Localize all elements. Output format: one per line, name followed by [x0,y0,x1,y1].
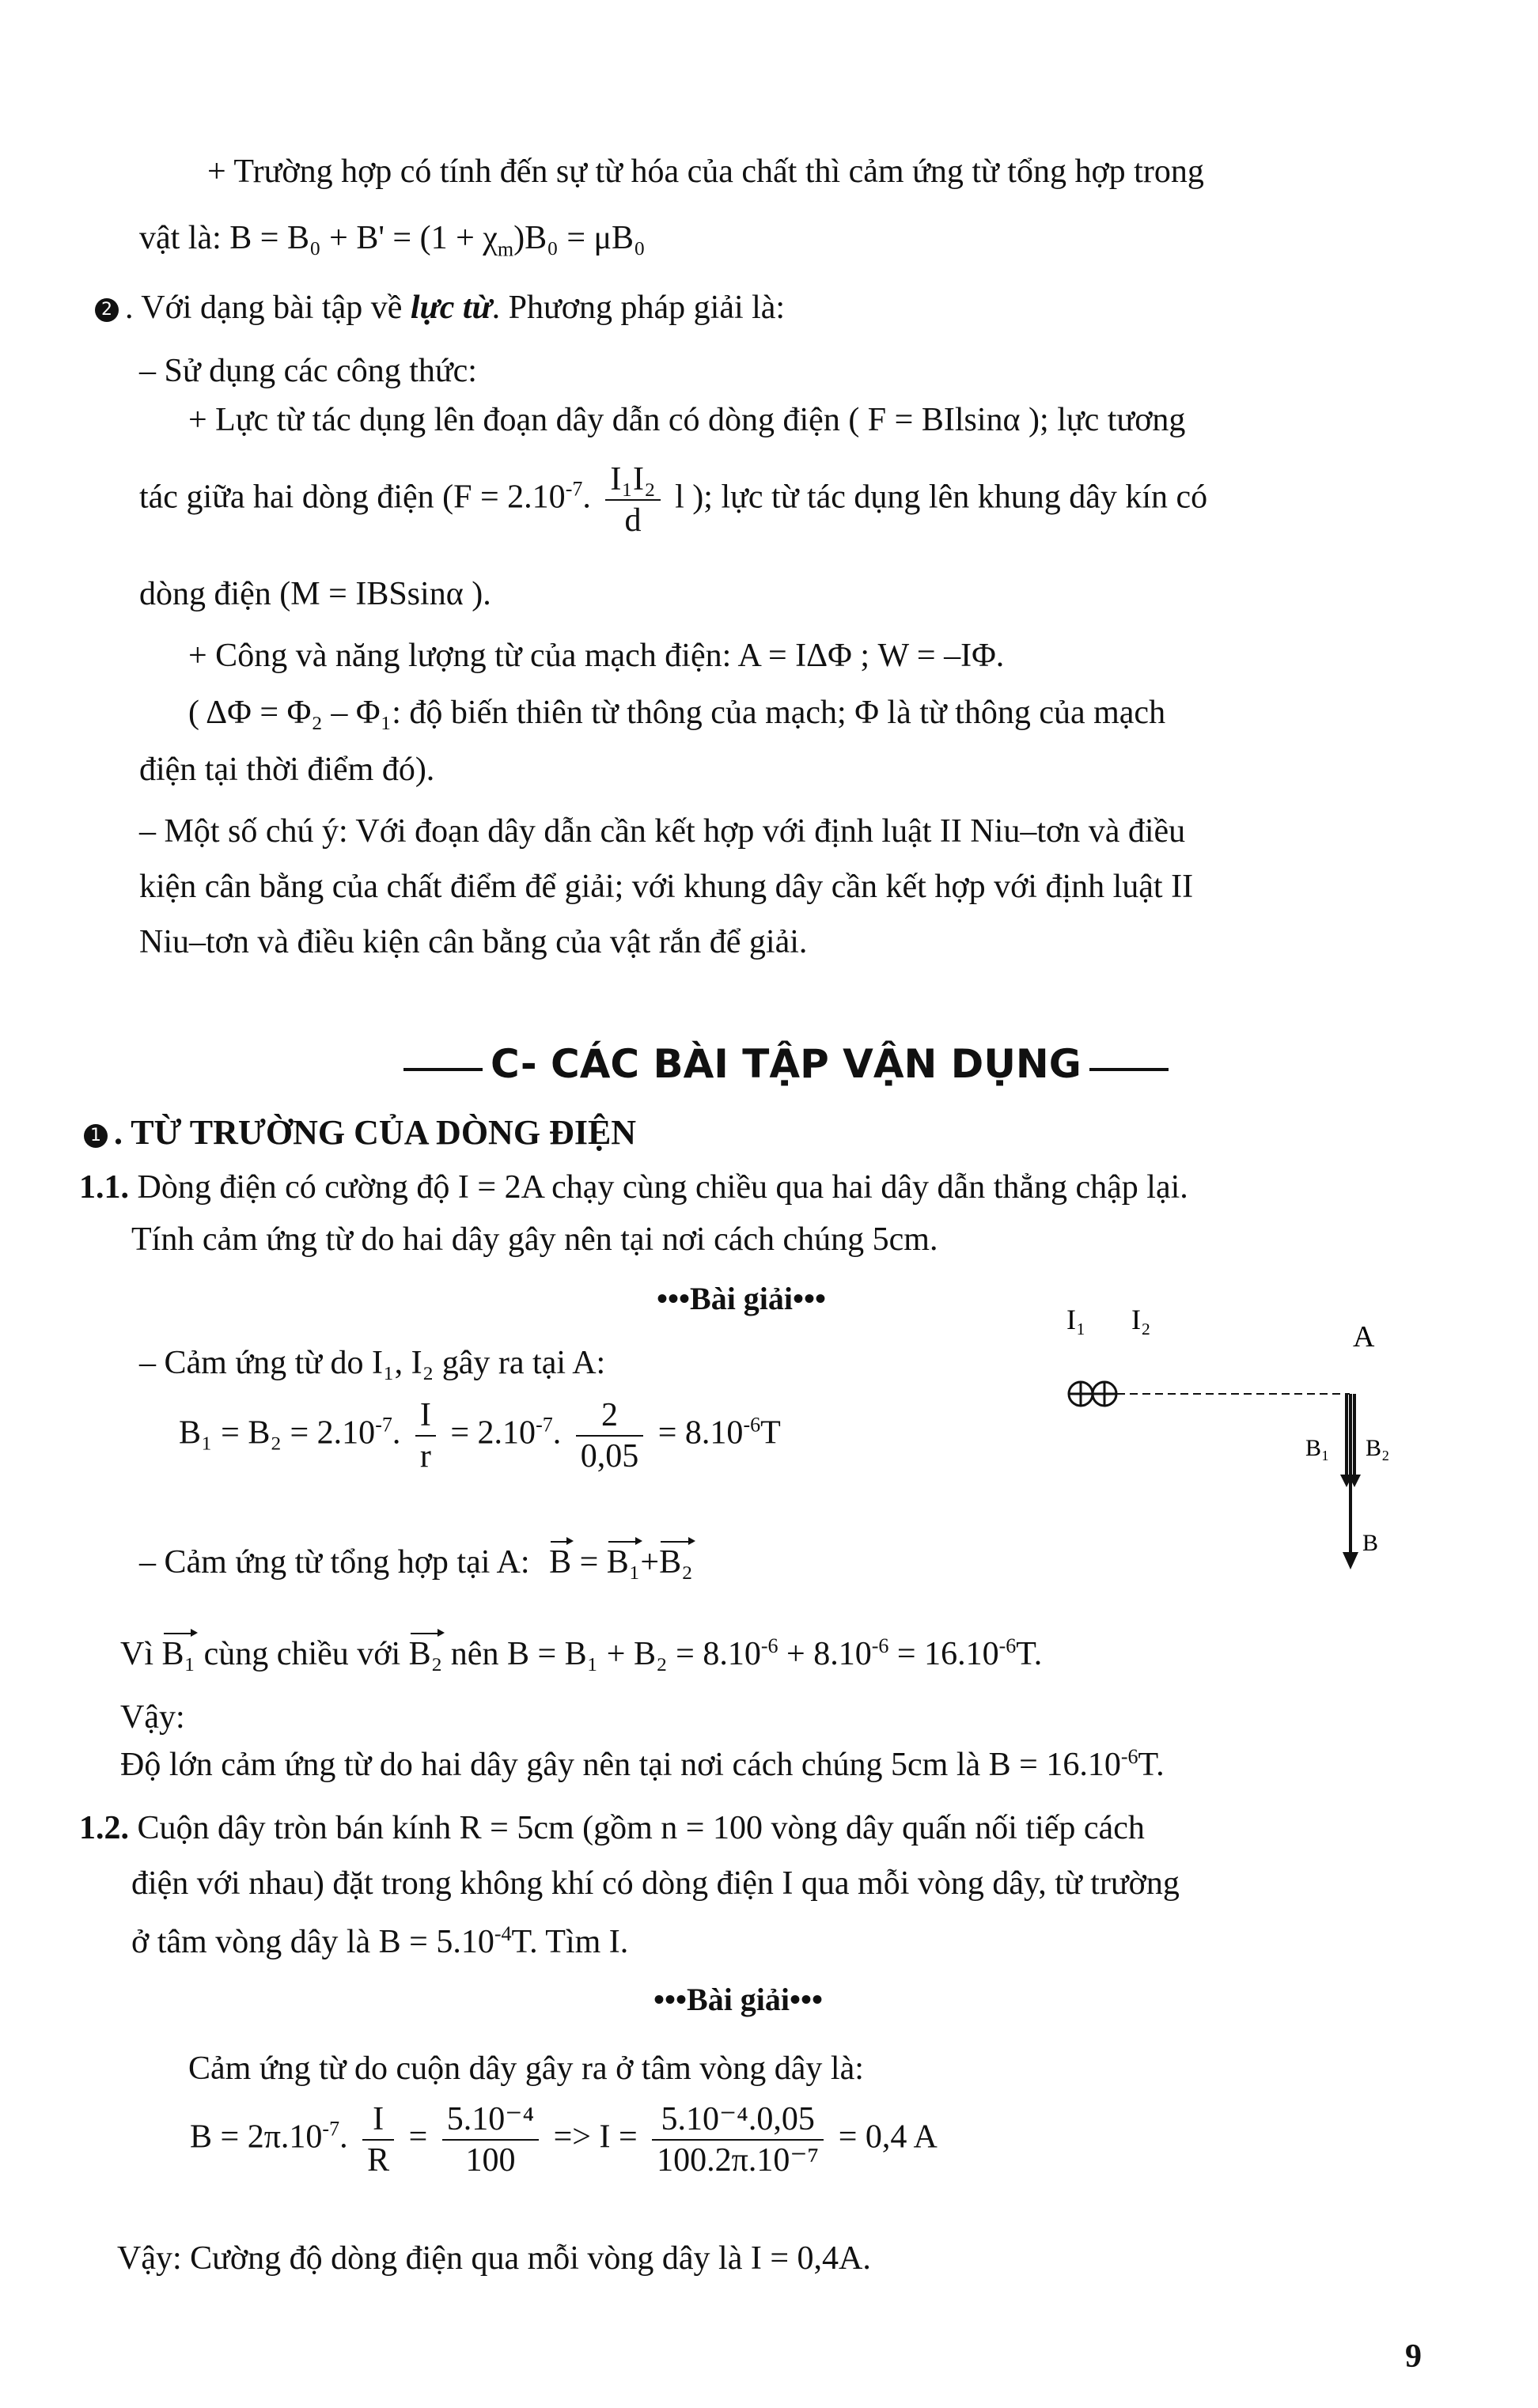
eq1-unit: T [760,1414,781,1452]
fig-label-b1: B₁ [1305,1435,1330,1461]
theory-line-13: Niu–tơn và điều kiện cân bằng của vật rắn để giải. [139,924,808,960]
eq1-mid: = 2.10 [450,1414,536,1452]
eq2-arrow: => I = [553,2118,638,2156]
eq2-equals: = [408,2118,428,2156]
problem-1-2-text-1: Cuộn dây tròn bán kính R = 5cm (gồm n = 100 vòng dây quấn nối tiếp cách [137,1810,1145,1846]
vec-b2: B₂ [659,1544,693,1581]
vec-b1: B₁ [606,1544,641,1581]
answer-3-exp-2: -6 [871,1634,889,1657]
problem-1-1-line-1 [79,1171,1188,1204]
conclusion-pre: Độ lớn cảm ứng từ do hai dây gây nên tại nơi cách chúng 5cm là B = 16.10 [120,1747,1121,1783]
eq2-frac-2-num: 5.10⁻⁴ [442,2103,539,2141]
fig-label-i1: I₁ [1066,1304,1086,1335]
theory-line-7: dòng điện (M = IBSsinα ). [139,576,491,612]
section-2-pre: . Với dạng bài tập về [125,290,411,326]
problem-1-2-line-1 [79,1812,1145,1845]
field-figure [1052,1297,1424,1590]
eq1-exp-3: -6 [743,1413,761,1437]
eq2-frac-1 [362,2103,394,2177]
section-c-heading [403,1041,1169,1087]
answer-3-exp-3: -6 [998,1634,1017,1657]
force-fraction [605,463,660,537]
force-fraction-num: I₁I₂ [605,463,660,501]
problem-1-2-q3-pre: ở tâm vòng dây là B = 5.10 [131,1924,494,1960]
eq1-result: = 8.10 [657,1414,744,1452]
problem-1-2-q3-exp: -4 [494,1922,512,1945]
problem-1-1-equation-1: $B_1 = B_2 = 2.10^{-7}$. $\frac{I}{r}$ = $2.10^{-7}$. $\frac{2}{0,05}$ = $8.10^{-6}T$ [179,1397,781,1475]
eq2-exp: -7 [322,2117,340,2141]
answer-3-post: nên B = B₁ + B₂ = 8.10 [450,1636,761,1672]
eq1-pre: B₁ = B₂ = 2.10 [179,1414,376,1452]
problem-1-2-number: 1.2. [79,1810,129,1846]
vec-b1-inline: B₁ [161,1636,196,1672]
eq1-exp: -7 [375,1413,392,1437]
page-number: 9 [1405,2338,1422,2375]
eq2-result: = 0,4 A [838,2118,938,2156]
fig-label-a: A [1353,1320,1375,1354]
eq2-frac-1-den: R [367,2142,390,2179]
eq1-frac-1-num: I [415,1399,436,1437]
wire-1-icon [1069,1382,1093,1406]
eq1-frac-1 [415,1399,436,1473]
eq2-frac-2-den: 100 [465,2142,516,2179]
answer-3-mid: cùng chiều với [203,1636,401,1672]
eq1-exp-2: -7 [536,1413,553,1437]
problem-1-2-solution-label: •••Bài giải••• [653,1982,824,2017]
eq2-frac-1-num: I [362,2103,394,2141]
problem-1-1-vay: Vậy: [120,1699,185,1736]
answer-2-eq: = [579,1544,599,1581]
answer-3-exp-1: -6 [760,1634,778,1657]
problem-1-2-equation: $B = 2\pi.10^{-7}$. $\frac{I}{R}$ = $\frac{\text{5.10⁻⁴}}{100}$ => I = $\frac{\text{5.10⁻⁴.0,05}}{\text{100.2π.10⁻⁷}}$ = 0,4 A [190,2101,938,2179]
section-2-heading [95,291,785,324]
eq1-frac-2-den: 0,05 [580,1438,639,1475]
fig-label-b: B [1362,1530,1379,1556]
theory-line-4: – Sử dụng các công thức: [139,353,477,389]
problem-1-1-number: 1.1. [79,1169,129,1206]
eq2-frac-3 [652,2103,824,2177]
subsection-1-marker: 1 [84,1124,108,1148]
conclusion-end: T. [1138,1747,1165,1783]
theory-line-6-exp: -7 [565,477,583,501]
theory-line-2-sub: m [497,237,514,261]
subsection-1-heading [84,1115,636,1150]
section-2-post: . Phương pháp giải là: [491,290,786,326]
theory-line-8: + Công và năng lượng từ của mạch điện: A = IΔΦ ; W = –IΦ. [188,638,1005,674]
theory-line-2-end: )B₀ = μB₀ [513,220,646,256]
answer-2-text: – Cảm ứng từ tổng hợp tại A: [139,1544,530,1581]
theory-line-9: ( ΔΦ = Φ₂ – Φ₁: độ biến thiên từ thông của mạch; Φ là từ thông của mạch [188,695,1166,731]
eq2-frac-3-den: 100.2π.10⁻⁷ [657,2142,820,2179]
subsection-1-title: . TỪ TRƯỜNG CỦA DÒNG ĐIỆN [114,1113,637,1152]
theory-line-6-dot: . [582,479,591,516]
theory-line-10: điện tại thời điểm đó). [139,752,435,788]
problem-1-2-answer-1: Cảm ứng từ do cuộn dây gây ra ở tâm vòng dây là: [188,2050,864,2087]
answer-3-pre: Vì [120,1636,153,1672]
force-fraction-den: d [624,502,642,539]
theory-line-5: + Lực từ tác dụng lên đoạn dây dẫn có dòng điện ( F = BIlsinα ); lực tương [188,402,1186,438]
vec-b2-inline: B₂ [408,1636,443,1672]
theory-line-1: + Trường hợp có tính đến sự từ hóa của chất thì cảm ứng từ tổng hợp trong [207,153,1204,190]
vec-b: B [549,1544,572,1581]
eq1-frac-2 [576,1399,644,1473]
theory-line-2 [139,221,646,259]
problem-1-2-line-2: điện với nhau) đặt trong không khí có dòng điện I qua mỗi vòng dây, từ trường [131,1865,1180,1902]
problem-1-1-answer-3 [120,1636,1042,1671]
conclusion-exp: -6 [1120,1745,1138,1768]
problem-1-1-solution-label: •••Bài giải••• [657,1281,827,1316]
section-2-marker: 2 [95,298,119,322]
theory-line-11: – Một số chú ý: Với đoạn dây dẫn cần kết hợp với định luật II Niu–tơn và điều [139,813,1186,850]
theory-line-6-pre: tác giữa hai dòng điện (F = 2.10 [139,479,566,516]
heading-rule-right [1089,1068,1169,1071]
heading-rule-left [403,1068,483,1071]
answer-2-plus: + [640,1544,660,1581]
answer-3-end: T. [1016,1636,1043,1672]
theory-line-2-text: vật là: B = B₀ + B' = (1 + χ [139,220,498,256]
eq2-pre: B = 2π.10 [190,2118,323,2156]
eq2-frac-2 [442,2103,539,2177]
answer-3-p3: = 16.10 [896,1636,999,1672]
eq1-frac-1-den: r [419,1438,431,1475]
answer-3-p2: + 8.10 [786,1636,872,1672]
theory-line-6 [139,463,1207,537]
problem-1-1-line-2: Tính cảm ứng từ do hai dây gây nên tại nơi cách chúng 5cm. [131,1221,938,1258]
problem-1-1-text-1: Dòng điện có cường độ I = 2A chạy cùng chiều qua hai dây dẫn thẳng chập lại. [137,1169,1188,1206]
theory-line-12: kiện cân bằng của chất điểm để giải; với khung dây cần kết hợp với định luật II [139,869,1194,905]
problem-1-1-answer-1: – Cảm ứng từ do I₁, I₂ gây ra tại A: [139,1345,606,1381]
problem-1-1-answer-2 [139,1546,693,1579]
theory-line-6-post: l ); lực từ tác dụng lên khung dây kín có [675,479,1208,516]
section-2-emphasis: lực từ [410,290,492,326]
problem-1-2-q3-post: T. Tìm I. [511,1924,629,1960]
problem-1-2-conclusion: Vậy: Cường độ dòng điện qua mỗi vòng dây là I = 0,4A. [117,2240,871,2277]
eq1-frac-2-num: 2 [576,1399,644,1437]
eq2-frac-3-num: 5.10⁻⁴.0,05 [652,2103,824,2141]
wire-2-icon [1093,1382,1116,1406]
fig-label-b2: B₂ [1366,1435,1390,1461]
problem-1-1-conclusion [120,1747,1165,1781]
section-c-title: C- CÁC BÀI TẬP VẬN DỤNG [491,1041,1082,1087]
problem-1-2-line-3 [131,1924,628,1959]
fig-label-i2: I₂ [1131,1304,1151,1335]
